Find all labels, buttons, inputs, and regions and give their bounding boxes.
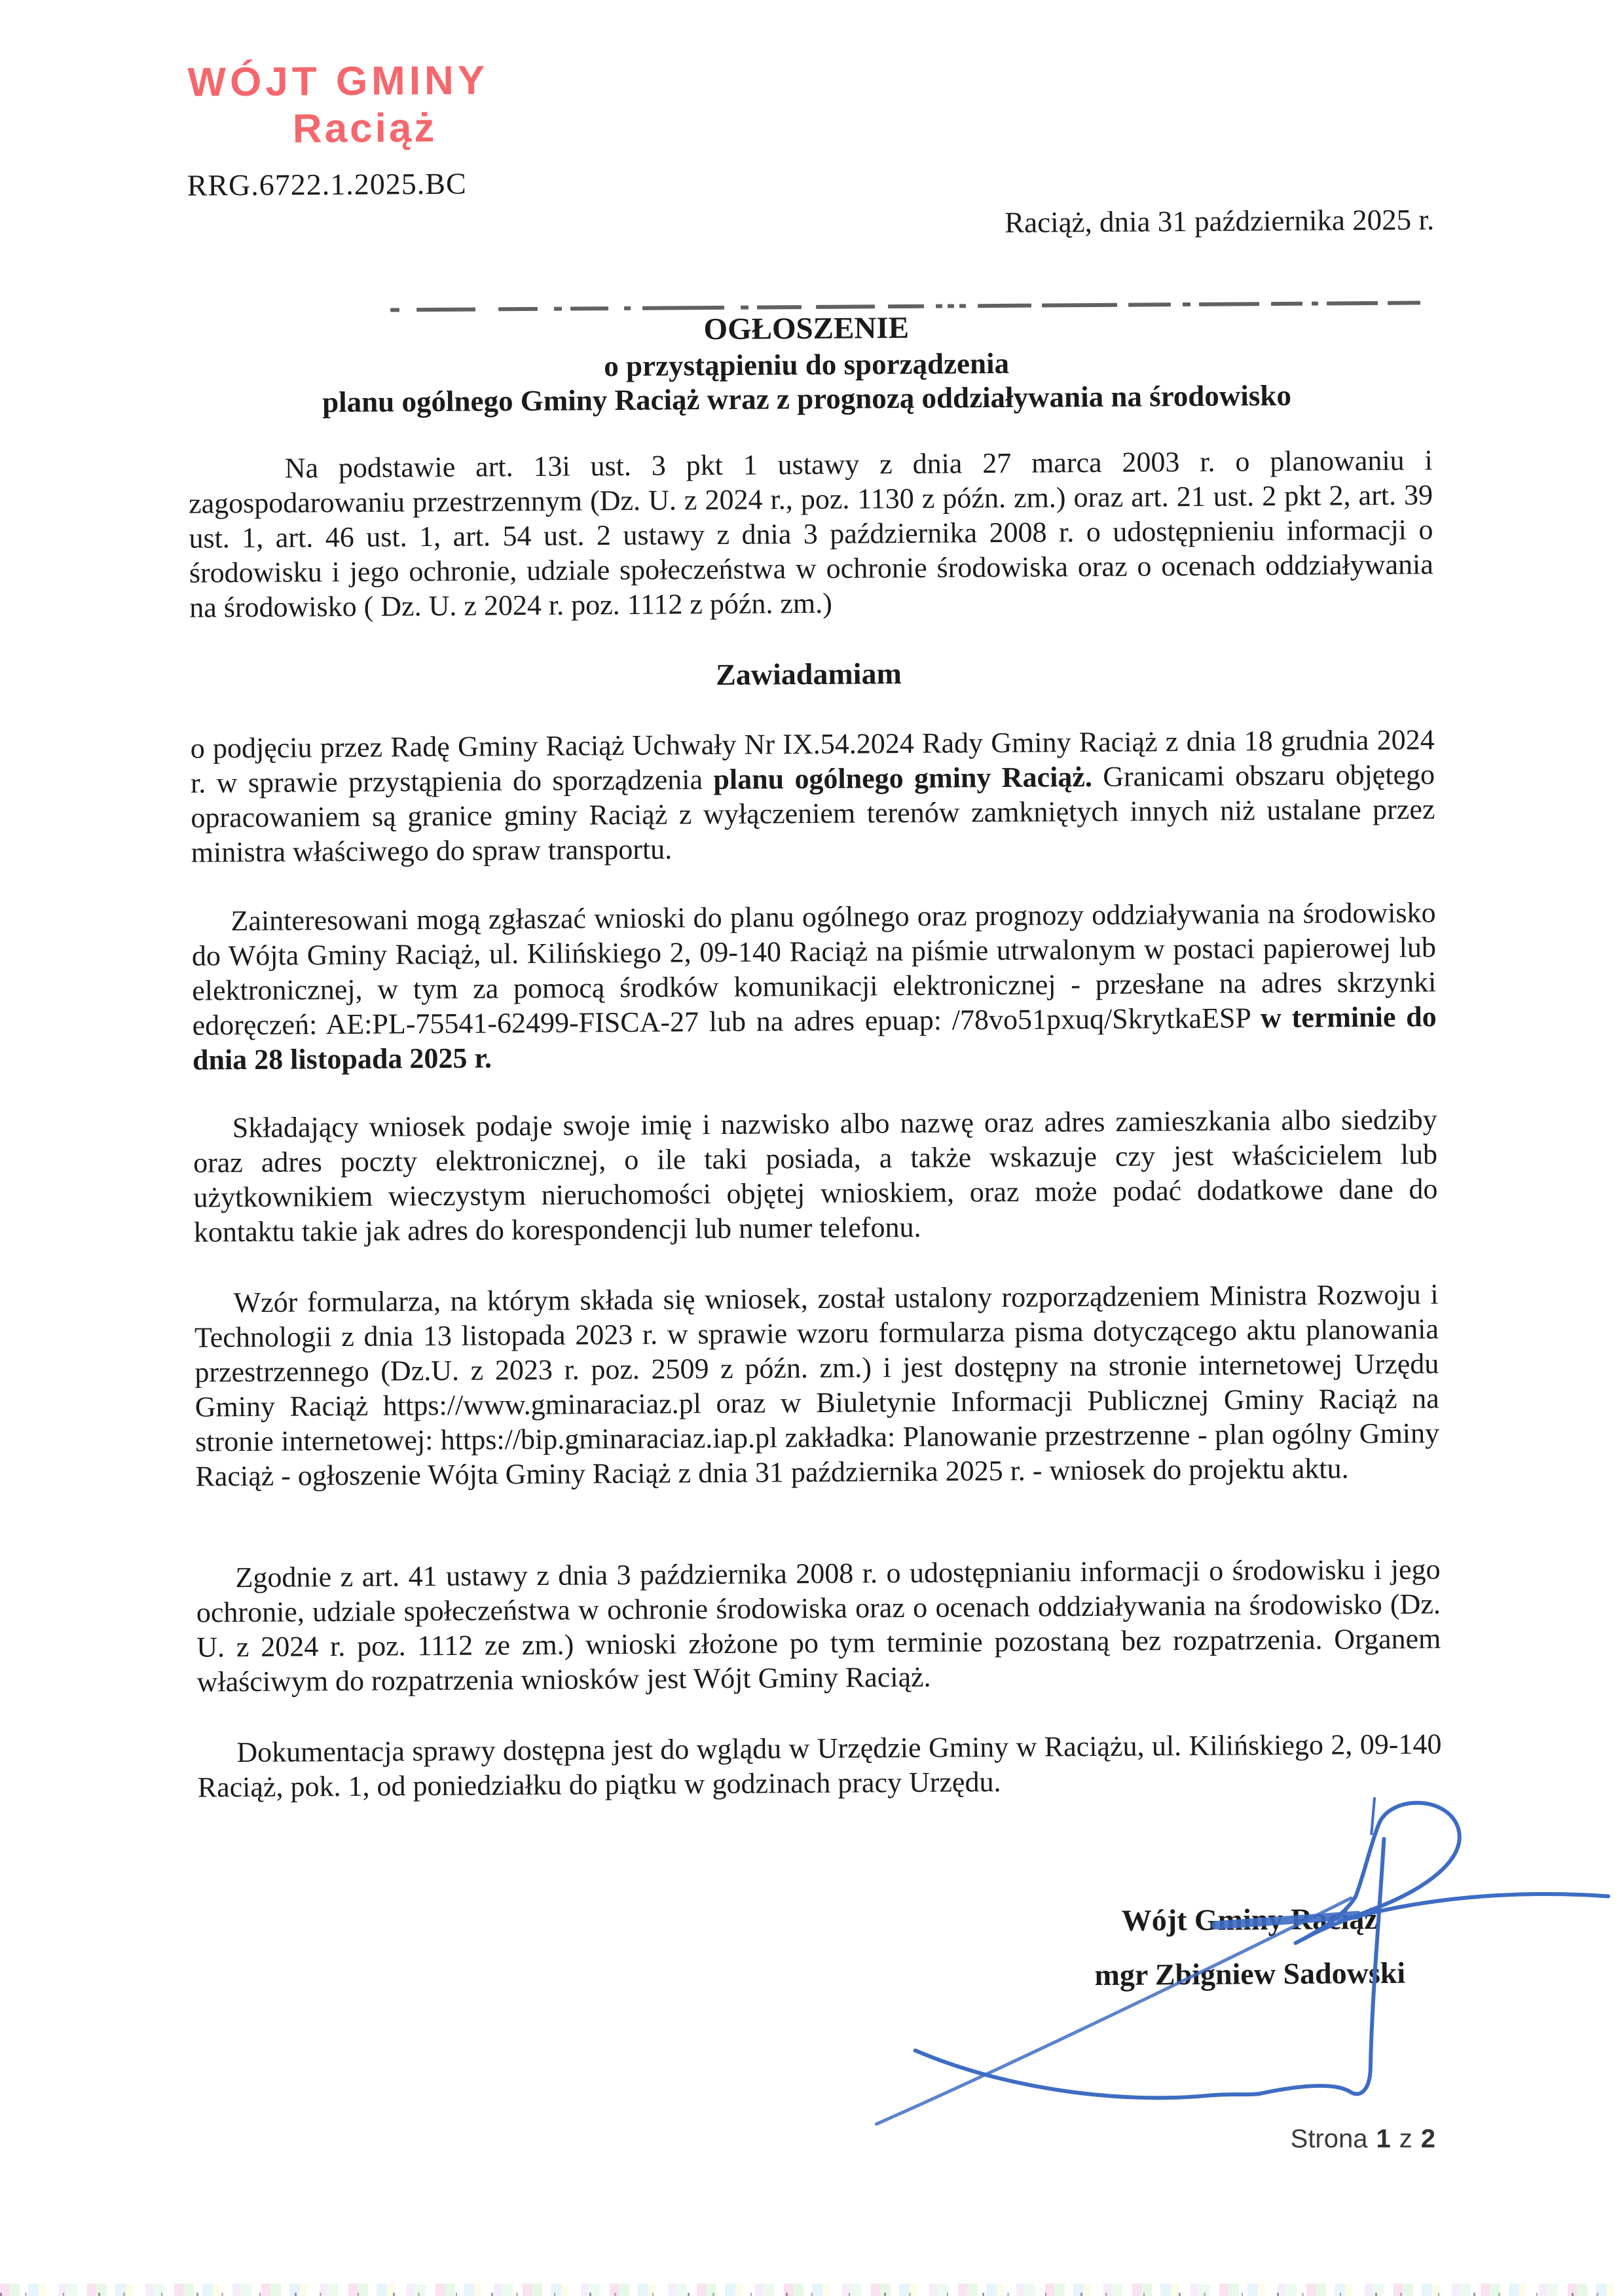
office-stamp bbox=[187, 57, 542, 154]
paragraph-resolution-pre: o podjęciu przez Radę Gminy Raciąż Uchwały Nr IX.54.2024 Rady Gminy Raciąż z dnia 18 grudnia 2024 r. w sprawie przystąpienia do sporządzenia bbox=[190, 723, 1435, 799]
date-line: Raciąż, dnia 31 października 2025 r. bbox=[1004, 203, 1435, 239]
title-line3: planu ogólnego Gminy Raciąż wraz z prognozą oddziaływania na środowisko bbox=[322, 378, 1292, 419]
signer-role: Wójt Gminy Raciąż bbox=[1121, 1901, 1378, 1937]
title-line2: o przystąpieniu do sporządzenia bbox=[604, 346, 1010, 383]
stamp-line1: WÓJT GMINY bbox=[187, 58, 489, 105]
scanner-noise-band bbox=[0, 2284, 1624, 2296]
title-line1: OGŁOSZENIE bbox=[703, 310, 910, 347]
signature-block bbox=[922, 1900, 1578, 1994]
page-number-footer bbox=[193, 2124, 1435, 2154]
document-title bbox=[184, 306, 1429, 420]
section-heading: Zawiadamiam bbox=[715, 657, 902, 692]
paragraph-resolution bbox=[191, 722, 1435, 869]
footer-of: z bbox=[1399, 2124, 1412, 2153]
paragraph-form-template: Wzór formularza, na którym składa się wniosek, został ustalony rozporządzeniem Ministra Rozwoju i Technologii z dnia 13 listopada 2023 r. w sprawie wzoru formularza pisma dotyczącego aktu planowania przestrzennego (Dz.U. z 2023 r. poz. 2509 z późn. zm.) i jest dostępny na stronie internetowej Urzędu Gminy Raciąż https://www.gminaraciaz.pl oraz w Biuletynie Informacji Publicznej Gminy Raciąż na stronie internetowej: https://bip.gminaraciaz.iap.pl zakładka: Planowanie przestrzenne - plan ogólny Gminy Raciąż - ogłoszenie Wójta Gminy Raciąż z dnia 31 października 2025 r. - wniosek do projektu aktu. bbox=[194, 1278, 1440, 1493]
reference-number: RRG.6722.1.2025.BC bbox=[187, 166, 467, 202]
paragraph-documentation: Dokumentacja sprawy dostępna jest do wglądu w Urzędzie Gminy w Raciążu, ul. Kilińskiego 2, 09-140 Raciąż, pok. 1, od poniedziałku do piątku w godzinach pracy Urzędu. bbox=[197, 1728, 1442, 1804]
paragraph-legal-basis: Na podstawie art. 13i ust. 3 pkt 1 ustawy z dnia 27 marca 2003 r. o planowaniu i zagospodarowaniu przestrzennym (Dz. U. z 2024 r., poz. 1130 z późn. zm.) oraz art. 21 ust. 2 pkt 2, art. 39 ust. 1, art. 46 ust. 1, art. 54 ust. 2 ustawy z dnia 3 października 2008 r. o udostępnieniu informacji o środowisku i jego ochronie, udziale społeczeństwa w ochronie środowiska oraz o ocenach oddziaływania na środowisko ( Dz. U. z 2024 r. poz. 1112 z późn. zm.) bbox=[188, 444, 1433, 624]
footer-total-pages: 2 bbox=[1420, 2124, 1435, 2153]
paragraph-resolution-post: Granicami obszaru objętego opracowaniem są granice gminy Raciąż z wyłączeniem terenów zamkniętych innych niż ustalane przez ministra właściwego do spraw transportu. bbox=[191, 758, 1435, 869]
paragraph-submissions-deadline: w terminie do dnia 28 listopada 2025 r. bbox=[192, 1000, 1437, 1076]
footer-current-page: 1 bbox=[1376, 2124, 1391, 2153]
stamp-line2: Raciąż bbox=[292, 105, 437, 152]
paragraph-submissions bbox=[191, 895, 1437, 1077]
paragraph-late-submissions: Zgodnie z art. 41 ustawy z dnia 3 października 2008 r. o udostępnianiu informacji o środowisku i jego ochronie, udziale społeczeństwa w ochronie środowiska oraz o ocenach oddziaływania na środowisko (Dz. U. z 2024 r. poz. 1112 ze zm.) wnioski złożone po tym terminie pozostaną bez rozpatrzenia. Organem właściwym do rozpatrzenia wniosków jest Wójt Gminy Raciąż. bbox=[196, 1553, 1441, 1698]
paragraph-applicant-data: Składający wniosek podaje swoje imię i nazwisko albo nazwę oraz adres zamieszkania albo siedziby oraz adres poczty elektronicznej, o ile taki posiada, a także wskazuje czy jest właścicielem lub użytkownikiem wieczystym nieruchomości objętej wnioskiem, oraz może podać dodatkowe dane do kontaktu takie jak adres do korespondencji lub numer telefonu. bbox=[193, 1103, 1438, 1248]
footer-label: Strona bbox=[1290, 2124, 1368, 2153]
paragraph-submissions-pre: Zainteresowani mogą zgłaszać wnioski do planu ogólnego oraz prognozy oddziaływania na środowisko do Wójta Gminy Raciąż, ul. Kilińskiego 2, 09-140 Raciąż na piśmie utrwalonym w postaci papierowej lub elektronicznej, w tym za pomocą środków komunikacji elektronicznej - przesłane na adres skrzynki edoręczeń: AE:PL-75541-62499-FISCA-27 lub na adres epuap: /78vo51pxuq/SkrytkaESP bbox=[191, 896, 1437, 1042]
signer-name: mgr Zbigniew Sadowski bbox=[1094, 1956, 1406, 1992]
paragraph-resolution-bold: planu ogólnego gminy Raciąż. bbox=[713, 760, 1093, 796]
